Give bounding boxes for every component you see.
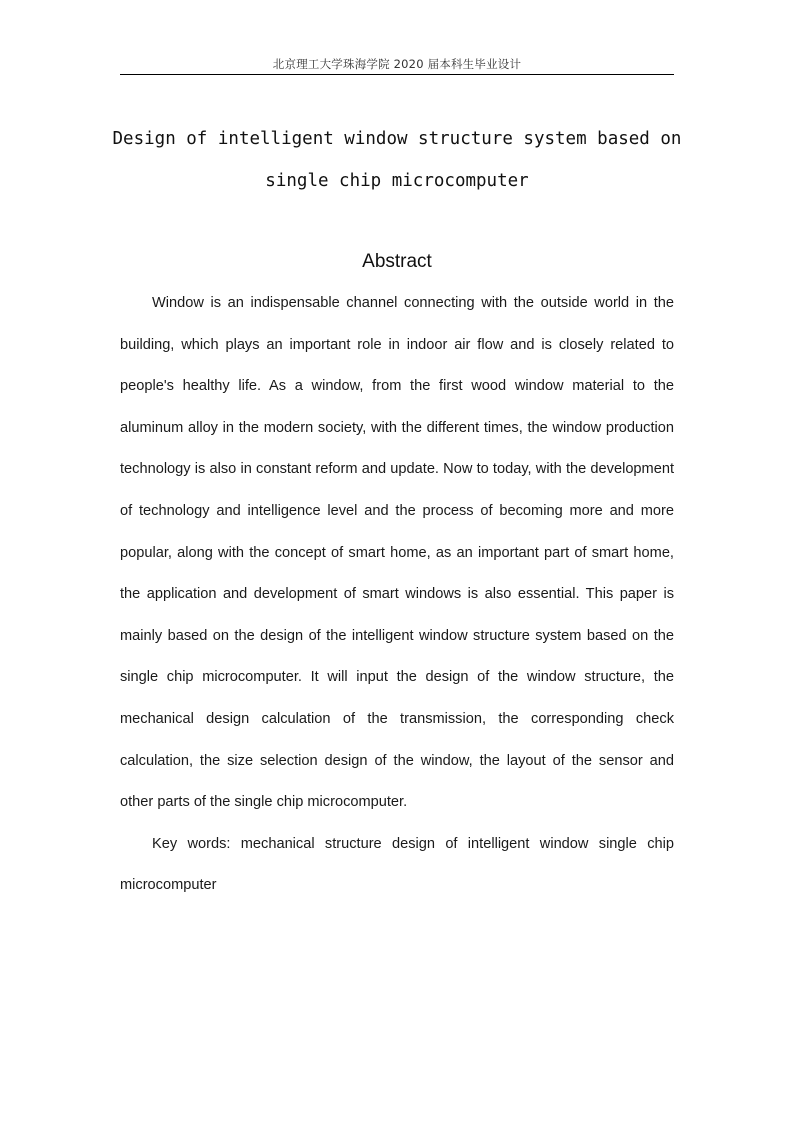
paper-title-line-1: Design of intelligent window structure system based on (112, 129, 682, 149)
keywords-paragraph: Key words: mechanical structure design of intelligent window single chip microcomputer (120, 835, 674, 894)
paper-title-line-2: single chip microcomputer (265, 171, 529, 191)
paper-title (100, 118, 694, 202)
abstract-heading: Abstract (362, 251, 432, 272)
page-header: 北京理工大学珠海学院 2020 届本科生毕业设计 (272, 57, 522, 71)
abstract-section (120, 283, 674, 907)
header-rule (120, 74, 674, 75)
abstract-paragraph: Window is an indispensable channel connecting with the outside world in the building, which plays an important role in indoor air flow and is closely related to people's healthy life. As a window, from the first wood window material to the aluminum alloy in the modern society, with the different times, the window production technology is also in constant reform and update. Now to today, with the development of technology and intelligence level and the process of becoming more and more popular, along with the concept of smart home, as an important part of smart home, the application and development of smart windows is also essential. This paper is mainly based on the design of the intelligent window structure system based on the single chip microcomputer. It will input the design of the window structure, the mechanical design calculation of the transmission, the corresponding check calculation, the size selection design of the window, the layout of the sensor and other parts of the single chip microcomputer. (120, 295, 674, 811)
